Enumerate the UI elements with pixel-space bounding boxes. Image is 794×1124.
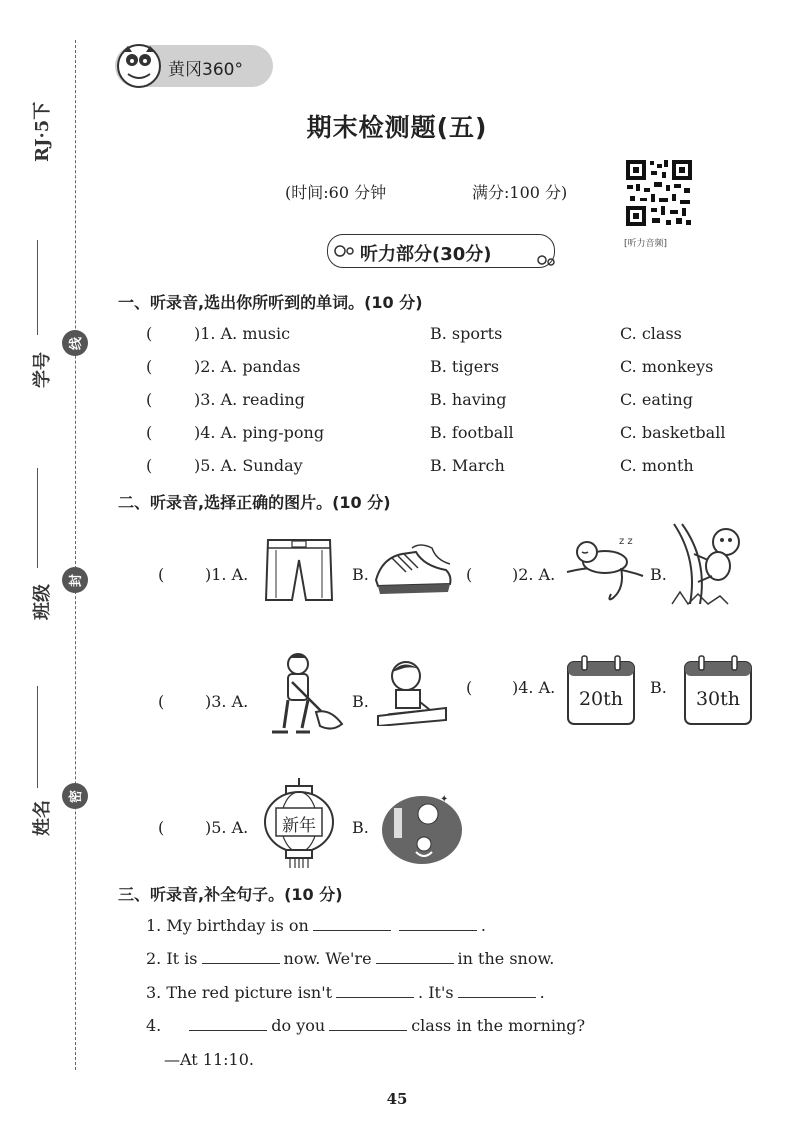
boy-mopping-icon (262, 648, 352, 736)
q5-option-c: C. month (620, 456, 694, 475)
edition-label: RJ·5下 (32, 101, 53, 162)
answer-paren[interactable]: ( (146, 390, 153, 409)
answer-paren[interactable]: ( (158, 692, 165, 711)
q2-label: )2. A. (512, 565, 556, 584)
sentence-2-text: 2. It is (146, 949, 198, 968)
sentence-3-mid: . It's (418, 983, 454, 1002)
bubble-icon (536, 252, 560, 268)
blank[interactable] (189, 1016, 267, 1031)
answer-paren[interactable]: ( (146, 456, 153, 475)
full-score: 满分:100 分) (472, 183, 568, 202)
name-label: 姓名 (32, 800, 53, 836)
blank[interactable] (202, 949, 280, 964)
page-title: 期末检测题(五) (306, 113, 488, 142)
q4-option-c: C. basketball (620, 423, 726, 442)
blank[interactable] (458, 983, 536, 998)
blank[interactable] (399, 916, 477, 931)
name-line[interactable] (37, 686, 38, 788)
answer-paren[interactable]: ( (158, 565, 165, 584)
seal-line-mark: 线 (62, 330, 88, 356)
boy-writing-icon (374, 656, 450, 726)
answer-paren[interactable]: ( (466, 678, 473, 697)
q4-option-a: )4. A. ping-pong (194, 423, 325, 442)
q2-b-label: B. (650, 565, 667, 584)
section-title: 听力部分(30分) (360, 244, 492, 265)
bubble-icon (334, 243, 356, 259)
q3-option-a: )3. A. reading (194, 390, 305, 409)
q3-label: )3. A. (205, 692, 249, 711)
seal-secret-mark: 密 (62, 783, 88, 809)
sentence-1 (146, 916, 486, 935)
q5-option-a: )5. A. Sunday (194, 456, 303, 475)
qr-code-icon[interactable] (624, 158, 694, 228)
answer-paren[interactable]: ( (146, 324, 153, 343)
climbing-monkey-icon (668, 520, 748, 606)
blank[interactable] (336, 983, 414, 998)
sentence-4-mid: do you (271, 1016, 326, 1035)
qr-caption: [听力音频] (624, 239, 668, 249)
mascot-icon (114, 42, 164, 90)
answer-paren[interactable]: ( (146, 423, 153, 442)
sentence-4-reply: —At 11:10. (164, 1050, 254, 1069)
student-id-label: 学号 (32, 352, 53, 388)
sentence-3 (146, 983, 545, 1002)
calendar-30th-label: 30th (695, 688, 741, 710)
sentence-1-end: . (480, 916, 486, 935)
q3-option-b: B. having (430, 390, 507, 409)
blank[interactable] (329, 1016, 407, 1031)
sentence-4-num: 4. (146, 1016, 162, 1035)
sentence-2 (146, 949, 554, 968)
lantern-text: 新年 (282, 816, 316, 836)
part2-heading: 二、听录音,选择正确的图片。(10 分) (118, 493, 391, 512)
sentence-4 (146, 1016, 585, 1035)
part1-heading: 一、听录音,选出你所听到的单词。(10 分) (118, 293, 423, 312)
answer-paren[interactable]: ( (466, 565, 473, 584)
seal-seal-mark: 封 (62, 567, 88, 593)
brand-text: 黄冈360° (168, 60, 243, 80)
q1-option-b: B. sports (430, 324, 503, 343)
q5-label: )5. A. (205, 818, 249, 837)
sentence-1-text: 1. My birthday is on (146, 916, 309, 935)
time-limit: (时间:60 分钟 (285, 183, 387, 202)
calendar-30th (683, 654, 753, 726)
svg-text:z z: z z (619, 536, 633, 547)
svg-text:✦: ✦ (440, 794, 449, 805)
blank[interactable] (376, 949, 454, 964)
q4-b-label: B. (650, 678, 667, 697)
class-label: 班级 (32, 584, 53, 620)
q3-option-c: C. eating (620, 390, 693, 409)
q5-b-label: B. (352, 818, 369, 837)
q3-b-label: B. (352, 692, 369, 711)
sentence-4-end: class in the morning? (411, 1016, 586, 1035)
calendar-20th (566, 654, 636, 726)
calendar-20th-label: 20th (578, 688, 624, 710)
class-line[interactable] (37, 468, 38, 568)
page-number: 45 (386, 1090, 408, 1108)
part3-heading: 三、听录音,补全句子。(10 分) (118, 885, 343, 904)
sentence-2-mid: now. We're (283, 949, 372, 968)
q1-label: )1. A. (205, 565, 249, 584)
q4-option-b: B. football (430, 423, 514, 442)
q2-option-b: B. tigers (430, 357, 500, 376)
q1-option-c: C. class (620, 324, 682, 343)
mid-autumn-moon-icon (380, 790, 464, 866)
blank[interactable] (313, 916, 391, 931)
lantern-picture (262, 778, 336, 870)
sneakers-icon (372, 540, 454, 596)
sentence-3-text: 3. The red picture isn't (146, 983, 333, 1002)
sentence-3-end: . (539, 983, 545, 1002)
sentence-2-end: in the snow. (457, 949, 555, 968)
q1-option-a: )1. A. music (194, 324, 291, 343)
q2-option-c: C. monkeys (620, 357, 714, 376)
q5-option-b: B. March (430, 456, 505, 475)
q1-b-label: B. (352, 565, 369, 584)
q4-label: )4. A. (512, 678, 556, 697)
student-id-line[interactable] (37, 240, 38, 335)
answer-paren[interactable]: ( (158, 818, 165, 837)
sleeping-monkey-icon (565, 532, 645, 606)
q2-option-a: )2. A. pandas (194, 357, 301, 376)
shorts-icon (262, 536, 336, 604)
binding-line (75, 40, 76, 1070)
answer-paren[interactable]: ( (146, 357, 153, 376)
